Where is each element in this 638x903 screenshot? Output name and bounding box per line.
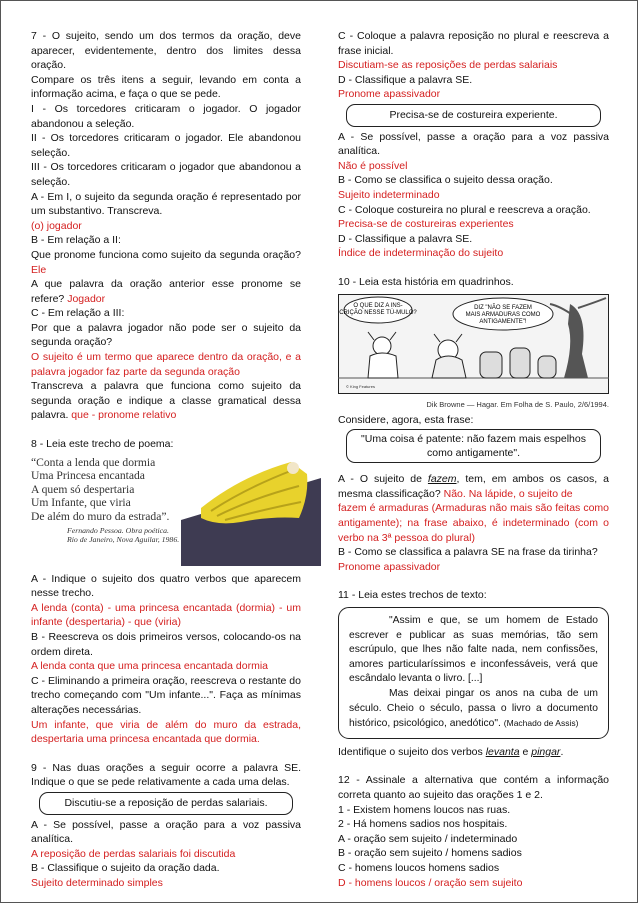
- poem-excerpt: [31, 456, 301, 566]
- q11-source: (Machado de Assis): [503, 718, 579, 729]
- q9-b-answer: Sujeito determinado simples: [31, 876, 163, 889]
- q7-b-q1: Que pronome funciona como sujeito da segunda oração?: [31, 248, 301, 261]
- q7-item-ii: II - Os torcedores criticaram o jogador. Ele abandonou seleção.: [31, 132, 301, 159]
- q7-instruction: Compare os três itens a seguir, levando em conta a informação acima, e faça o que se pede.: [31, 73, 301, 101]
- q11-question-post: .: [560, 745, 564, 758]
- poem-credit-2: Rio de Janeiro, Nova Aguilar, 1986.: [67, 535, 180, 545]
- q9-a2-answer: Não é possível: [338, 159, 408, 172]
- hagar-comic-strip: [338, 294, 609, 394]
- q11-verb-2: pingar: [531, 745, 561, 758]
- q8-intro: 8 - Leia este trecho de poema:: [31, 438, 174, 451]
- q7-b-header: B - Em relação a II:: [31, 234, 121, 247]
- poem-line: A quem só despertaria: [31, 482, 135, 496]
- q12-intro: 12 - Assinale a alternativa que contém a informação correta quanto ao sujeito das orações 1 e 2.: [338, 774, 609, 801]
- q11-text-box: [338, 607, 609, 739]
- q10-a-answer-inline: Não. Na lápide, o sujeito de: [443, 487, 573, 500]
- right-column: [338, 29, 609, 890]
- poem-line: De além do muro da estrada”.: [31, 510, 170, 523]
- comic-bubble-1-line-2: CRIÇÃO NESSE TÚ-MULO?: [339, 309, 417, 316]
- q7-item-i: I - Os torcedores criticaram o jogador. O jogador abandonou a seleção.: [31, 102, 301, 130]
- q8-a-answer: A lenda (conta) - uma princesa encantada (dormia) - um infante (despertaria) - que (viria): [31, 601, 301, 629]
- q9-a-answer: A reposição de perdas salariais foi discutida: [31, 847, 236, 860]
- q10-a-question-pre: A - O sujeito de: [338, 473, 428, 486]
- q12-option-c: C - homens loucos homens sadios: [338, 861, 500, 874]
- q9-b-question: B - Classifique o sujeito da oração dada.: [31, 862, 220, 875]
- comic-credit: Dik Browne — Hagar. Em Folha de S. Paulo, 2/6/1994.: [426, 400, 609, 410]
- princess-illustration: [181, 456, 321, 566]
- q9-c-question: C - Coloque a palavra reposição no plural e reescreva a frase inicial.: [338, 30, 609, 57]
- q9-c2-question: C - Coloque costureira no plural e reescreva a oração.: [338, 203, 591, 216]
- q9-d-question: D - Classifique a palavra SE.: [338, 73, 473, 86]
- q7-c-q1: Por que a palavra jogador não pode ser o sujeito da segunda oração?: [31, 321, 301, 349]
- q7-a-answer: (o) jogador: [31, 219, 82, 232]
- q7-intro: 7 - O sujeito, sendo um dos termos da oração, deve aparecer, evidentemente, dentro dos limites dessa oração.: [31, 30, 301, 72]
- q11-question-pre: Identifique o sujeito dos verbos: [338, 745, 486, 758]
- q8-c-question: C - Eliminando a primeira oração, reescreva o restante do trecho começando com "Um infante...". Faça as mínimas alterações necessárias.: [31, 674, 301, 716]
- q9-b2-question: B - Como se classifica o sujeito dessa oração.: [338, 174, 553, 187]
- q12-option-a: A - oração sem sujeito / indeterminado: [338, 832, 518, 845]
- q10-a-question-post: , tem, em ambos os casos, a mesma classificação?: [338, 473, 609, 500]
- q11-question-line: [338, 745, 609, 760]
- q9-c-answer: Discutiam-se as reposições de perdas salariais: [338, 59, 558, 72]
- q7-c-q2-line: [31, 379, 301, 423]
- q11-paragraph-2: Mas deixai pingar os anos na cuba de um século. Cheio o século, passa o livro a documento histórico, psicológico, anedótico".: [349, 688, 598, 730]
- poem-text: [31, 456, 201, 545]
- poem-line: “Conta a lenda que dormia: [31, 455, 156, 469]
- comic-bubble-2-line-2: MAIS ARMADURAS COMO: [465, 311, 541, 318]
- q9-second-sentence-box: Precisa-se de costureira experiente.: [346, 104, 601, 127]
- q9-b2-answer: Sujeito indeterminado: [338, 188, 440, 201]
- q7-c-q2: Transcreva a palavra que funciona como sujeito da segunda oração e indique a classe gramatical dessa palavra.: [31, 380, 301, 422]
- q11-paragraph-2-wrap: [349, 687, 598, 732]
- q11-question-mid: e: [519, 745, 532, 758]
- q7-b-q1-line: [31, 248, 301, 277]
- q10-quote-box: "Uma coisa é patente: não fazem mais espelhos como antigamente".: [346, 429, 601, 463]
- q12-option-b: B - oração sem sujeito / homens sadios: [338, 847, 522, 860]
- poem-credit-1: Fernando Pessoa. Obra poética.: [67, 525, 169, 535]
- q7-b-q2: A que palavra da oração anterior esse pronome se refere?: [31, 278, 301, 305]
- q10-consider: Considere, agora, esta frase:: [338, 413, 474, 426]
- q7-b-a2: Jogador: [67, 292, 106, 305]
- q10-b-answer: Pronome apassivador: [338, 560, 441, 573]
- q8-c-answer: Um infante, que viria de além do muro da estrada, despertaria uma princesa encantada que dormia.: [31, 718, 301, 746]
- q10-a-line: [338, 472, 609, 501]
- q11-paragraph-1: "Assim e que, se um homem de Estado escrever e publicar as suas memórias, tão sem escrúpulo, que lhes não falte nada, nem confissões, amores particularíssimos e inconfessáveis, verá que escândalo levanta o livro. [...]: [349, 615, 598, 685]
- q8-b-answer: A lenda conta que uma princesa encantada dormia: [31, 660, 268, 673]
- q10-b-question: B - Como se classifica a palavra SE na frase da tirinha?: [338, 546, 598, 559]
- q9-c2-answer: Precisa-se de costureiras experientes: [338, 218, 514, 231]
- q7-item-iii: III - Os torcedores criticaram o jogador que abandonou a seleção.: [31, 161, 301, 188]
- poem-line: Um Infante, que viria: [31, 496, 131, 510]
- q9-intro: 9 - Nas duas orações a seguir ocorre a palavra SE. Indique o que se pede relativamente a cada uma delas.: [31, 761, 301, 789]
- q11-intro: 11 - Leia estes trechos de texto:: [338, 589, 487, 602]
- poem-line: Uma Princesa encantada: [31, 469, 145, 483]
- q10-a-answer: fazem é armaduras (Armaduras não mais são feitas como antigamente); na frase abaixo, é indeterminado (com o verbo na 3ª pessoa do plural): [338, 502, 609, 544]
- q9-a-question: A - Se possível, passe a oração para a voz passiva analítica.: [31, 818, 301, 846]
- q8-b-question: B - Reescreva os dois primeiros versos, colocando-os na ordem direta.: [31, 631, 301, 658]
- comic-bubble-2-line-1: DIZ "NÃO SE FAZEM: [474, 304, 532, 311]
- q8-a-question: A - Indique o sujeito dos quatro verbos que aparecem nesse trecho.: [31, 572, 301, 600]
- q9-d-answer: Pronome apassivador: [338, 88, 441, 101]
- q9-sentence-box: Discutiu-se a reposição de perdas salariais.: [39, 792, 293, 815]
- q11-verb-1: levanta: [485, 745, 520, 758]
- q12-option-d: D - homens loucos / oração sem sujeito: [338, 876, 523, 889]
- q10-intro: 10 - Leia esta história em quadrinhos.: [338, 275, 514, 288]
- left-column: [31, 29, 301, 891]
- comic-bubble-1-line-1: O QUE DIZ A INS-: [353, 302, 403, 309]
- q12-sentence-1: 1 - Existem homens loucos nas ruas.: [338, 803, 511, 816]
- q9-a2-question: A - Se possível, passe a oração para a voz passiva analítica.: [338, 130, 609, 158]
- q7-c-header: C - Em relação a III:: [31, 307, 125, 320]
- q7-b-a1: Ele: [31, 263, 47, 276]
- comic-copyright: © King Features: [346, 383, 375, 389]
- q7-b-q2-line: [31, 277, 301, 306]
- q10-a-word: fazem: [427, 473, 457, 486]
- q7-c-a2: que - pronome relativo: [71, 409, 177, 422]
- q7-c-a1: O sujeito é um termo que aparece dentro da oração, e a palavra jogador faz parte da segunda oração: [31, 351, 301, 378]
- q9-d2-answer: Índice de indeterminação do sujeito: [338, 247, 504, 260]
- q12-sentence-2: 2 - Há homens sadios nos hospitais.: [338, 818, 508, 831]
- comic-bubble-2-line-3: ANTIGAMENTE"!: [479, 318, 527, 325]
- q7-a-question: A - Em I, o sujeito da segunda oração é representado por um substantivo. Transcreva.: [31, 190, 301, 218]
- q9-d2-question: D - Classifique a palavra SE.: [338, 232, 473, 245]
